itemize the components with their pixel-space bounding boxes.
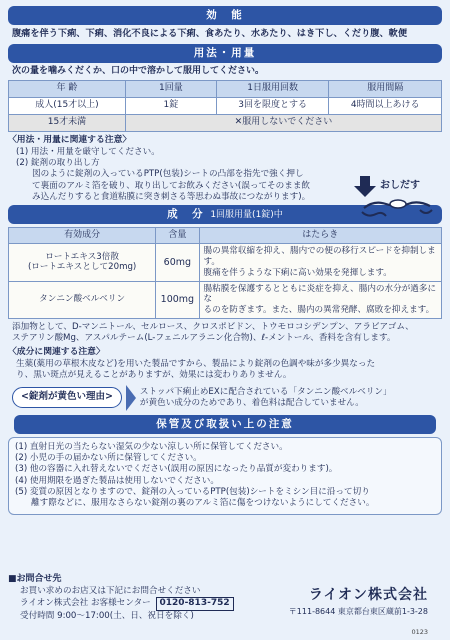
yellow-reason-text [140, 387, 392, 409]
ingredient-notes-heading: 〈成分に関連する注意〉 [8, 347, 105, 358]
finger-icon [362, 212, 386, 216]
additives-line-1: 添加物として、D-マンニトール、セルロース、クロスポビドン、トウモロコシデンプン、アラビアゴム、 [12, 321, 414, 332]
child-age: 15才未満 [9, 115, 126, 132]
ingredients-title: 成 分 [167, 208, 205, 221]
yellow-reason-line-1: ストッパ下痢止めEXに配合されている「タンニン酸ベルベリン」 [139, 386, 392, 397]
ingredient-effect [199, 244, 441, 281]
storage-notes [8, 437, 442, 515]
storage-header: 保管及び取扱い上の注意 [14, 415, 436, 434]
storage-note-1: (1) 直射日光の当たらない湿気の少ない涼しい所に保管してください。 [15, 441, 288, 452]
ingredient-effect-line-2: 腹痛を伴うような下痢に高い効果を発揮します。 [203, 267, 392, 278]
yellow-reason-line-2: が黄色い成分のためであり、着色料は配合していません。 [139, 397, 364, 408]
efficacy-header: 効 能 [8, 6, 442, 25]
col-interval: 服用間隔 [329, 81, 442, 98]
ingredient-row [9, 281, 442, 318]
dosage-table [8, 80, 442, 132]
additives-line-2: ステアリン酸Mg、アスパルテーム(L-フェニルアラニン化合物)、ℓ-メントール、香料を含有します。 [12, 333, 396, 344]
yellow-reason-label: <錠剤が黄色い理由> [12, 387, 122, 408]
arrow-right-icon [126, 385, 136, 411]
usage-note-2-line-3: み込んだりすると食道粘膜に突き刺さる等思わぬ事故につながります)。 [32, 192, 311, 202]
adult-times: 3回を限度とする [216, 98, 329, 115]
product-code: 0123 [411, 628, 428, 636]
col-age: 年 齢 [9, 81, 126, 98]
usage-note-2-line-1: 図のように錠剤の入っているPTP(包装)シートの凸部を指先で強く押し [32, 169, 304, 180]
customer-center-label: ライオン株式会社 お客様センター [20, 598, 151, 609]
ingredient-effect-line-1: 腸粘膜を保護するとともに炎症を抑え、腸内の水分が過多にな [203, 283, 437, 305]
col-dose: 1回量 [125, 81, 216, 98]
ingredient-name: タンニン酸ベルベリン [9, 281, 156, 318]
child-note: ✕服用しないでください [125, 115, 441, 132]
ingredient-row [9, 244, 442, 281]
usage-note-2: (2) 錠剤の取り出し方 [16, 157, 100, 168]
dosage-adult-row [9, 98, 442, 115]
ingredients-subtitle: 1回服用量(1錠)中 [210, 210, 283, 221]
company-name: ライオン株式会社 [308, 587, 428, 603]
usage-note-1: (1) 用法・用量を厳守してください。 [16, 146, 160, 157]
usage-intro: 次の量を噛みくだくか、口の中で溶かして服用してください。 [12, 66, 265, 77]
company-address: 〒111-8644 東京都台東区蔵前1-3-28 [288, 607, 428, 616]
col-effect: はたらき [199, 228, 441, 244]
storage-note-2: (2) 小児の手の届かない所に保管してください。 [15, 453, 202, 464]
adult-dose: 1錠 [125, 98, 216, 115]
ingredient-name [9, 244, 156, 281]
contact-line-1: お買い求めのお店又は下記にお問合せください [20, 585, 201, 596]
usage-notes-heading: 〈用法・用量に関連する注意〉 [8, 135, 132, 146]
contact-heading: ■お問合せ先 [8, 574, 62, 584]
storage-note-5: (5) 変質の原因となりますので、錠剤の入っているPTP(包装)シートをミシン目に沿って切り [15, 487, 370, 498]
ingredient-amount: 100mg [156, 281, 199, 318]
contact-footer [8, 574, 442, 640]
contact-hours: 受付時間 9:00～17:00(土、日、祝日を除く) [20, 611, 194, 622]
storage-note-3: (3) 他の容器に入れ替えないでください(誤用の原因になったり品質が変わります)。 [15, 464, 338, 475]
storage-note-4: (4) 使用期限を過ぎた製品は使用しないでください。 [15, 475, 219, 486]
press-out-illustration [354, 174, 438, 220]
ingredient-amount: 60mg [156, 244, 199, 281]
tablet-icon [390, 200, 406, 208]
adult-interval: 4時間以上あける [329, 98, 442, 115]
ingredient-name-line-1: ロートエキス3倍散 [45, 251, 119, 262]
col-ingredient: 有効成分 [9, 228, 156, 244]
efficacy-text: 腹痛を伴う下痢、下痢、消化不良による下痢、食あたり、水あたり、はき下し、くだり腹、軟便 [12, 28, 408, 39]
adult-age: 成人(15才以上) [9, 98, 126, 115]
storage-note-5-cont: 離す際などに、服用なさらない錠剤の裏のアルミ箔に傷をつけないようにしてください。 [31, 498, 375, 509]
ingredient-name-line-2: (ロートエキスとして20mg) [27, 262, 137, 273]
col-times: 1日服用回数 [216, 81, 329, 98]
additives-text [8, 322, 442, 345]
press-out-label: おしだす [380, 180, 420, 191]
col-amount: 含量 [156, 228, 199, 244]
ingredient-notes [8, 359, 442, 382]
ingredient-note-line-1: 生薬(薬用の草根木皮など)を用いた製品ですから、製品により錠剤の色調や味が多少異なった [16, 359, 376, 370]
ingredient-note-line-2: り、黒い斑点が見えることがありますが、効果には変わりありません。 [16, 370, 292, 381]
dosage-header-row [9, 81, 442, 98]
yellow-reason [12, 385, 442, 411]
ingredients-table [8, 227, 442, 318]
dosage-child-row [9, 115, 442, 132]
ingredient-effect [199, 281, 441, 318]
ingredient-effect-line-1: 腸の異常収縮を抑え、腸内での便の移行スピードを抑制します。 [203, 246, 436, 268]
usage-header: 用法・用量 [8, 44, 442, 63]
phone-number[interactable]: 0120-813-752 [156, 597, 234, 611]
usage-note-2-text [16, 169, 356, 203]
down-arrow-icon [354, 176, 376, 197]
ingredients-header-row [9, 228, 442, 244]
usage-note-2-line-2: て裏面のアルミ箔を破り、取り出してお飲みください(誤ってそのまま飲 [32, 180, 311, 191]
ingredient-effect-line-2: るのを防ぎます。また、腸内の異常発酵、腐敗を抑えます。 [203, 305, 435, 316]
